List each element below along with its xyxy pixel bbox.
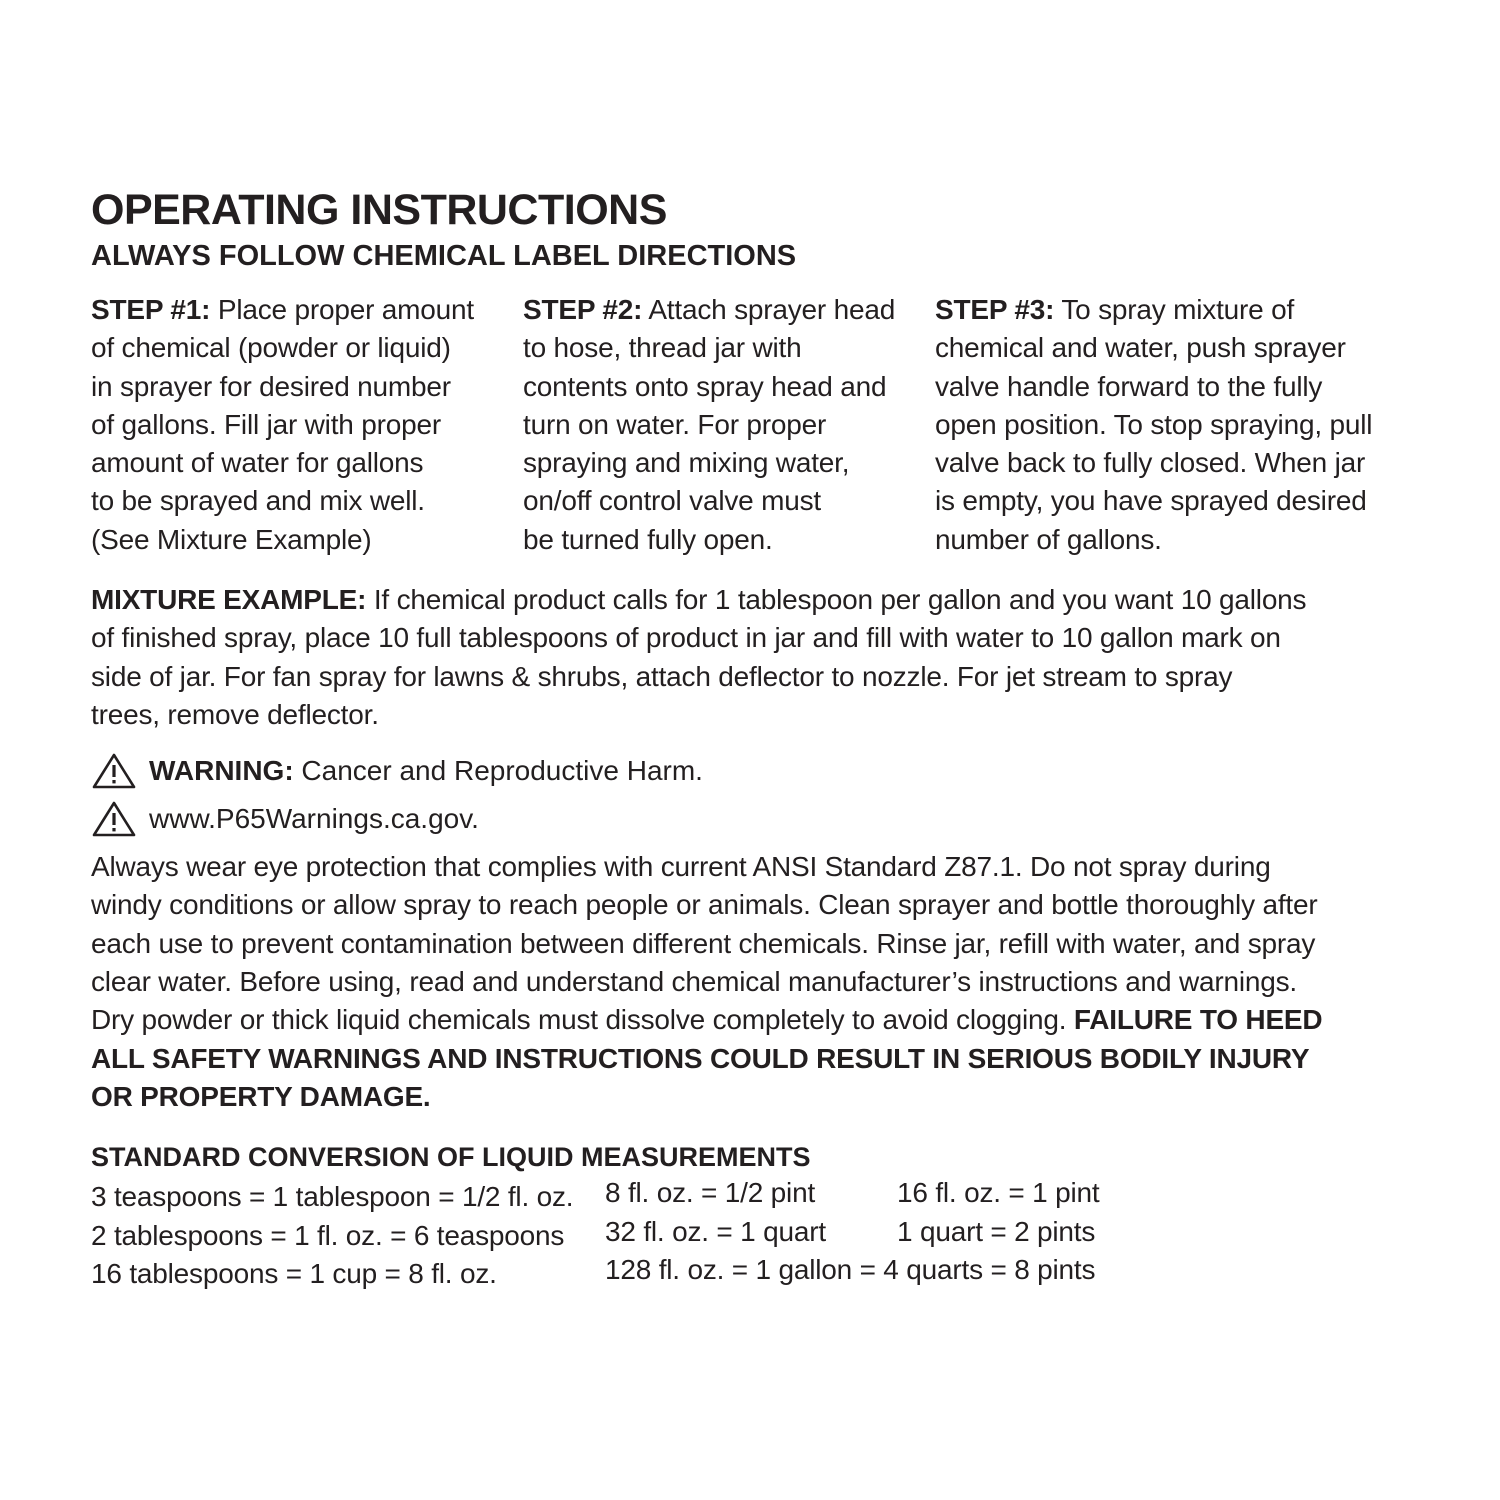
conversion-title: STANDARD CONVERSION OF LIQUID MEASUREMENTS bbox=[91, 1142, 811, 1173]
warning-triangle-icon bbox=[91, 752, 137, 790]
conversion-line: 2 tablespoons = 1 fl. oz. = 6 teaspoons bbox=[91, 1219, 565, 1251]
instructions-page bbox=[91, 186, 1411, 1294]
mixture-example bbox=[91, 581, 1411, 734]
conversion-line: 16 tablespoons = 1 cup = 8 fl. oz. bbox=[91, 1258, 497, 1290]
conversion-line: 8 fl. oz. = 1/2 pint bbox=[605, 1177, 816, 1209]
page-subtitle: ALWAYS FOLLOW CHEMICAL LABEL DIRECTIONS bbox=[91, 240, 797, 272]
conversion-line: 16 fl. oz. = 1 pint bbox=[897, 1177, 1100, 1209]
conversion-line-gallon: 128 fl. oz. = 1 gallon = 4 quarts = 8 pints bbox=[605, 1254, 1096, 1286]
safety-body: Always wear eye protection that complies with current ANSI Standard Z87.1. Do not spray during windy conditions or allow spray to reach people or animals. Clean sprayer and bottle thoroughly after each use to prevent contamination between different chemicals. Rinse jar, refill with water, and spray clear water. Before using, read and understand chemical manufacturer’s instructions and warnings. Dry powder or thick liquid chemicals must dissolve completely to avoid clogging. bbox=[91, 851, 1318, 1036]
safety-text bbox=[91, 848, 1411, 1116]
warning-label: WARNING: bbox=[149, 755, 294, 787]
step-1-label: STEP #1: bbox=[91, 294, 211, 325]
conversion-column-3 bbox=[897, 1174, 1099, 1251]
page-title: OPERATING INSTRUCTIONS bbox=[91, 186, 667, 234]
conversion-line: 1 quart = 2 pints bbox=[897, 1215, 1096, 1247]
step-3-text: To spray mixture of chemical and water, push sprayer valve handle forward to the fully open position. To stop spraying, pull valve back to fully closed. When jar is empty, you have sprayed desired number of gallons. bbox=[935, 294, 1373, 555]
conversion-column-2 bbox=[605, 1174, 826, 1251]
mixture-label: MIXTURE EXAMPLE: bbox=[91, 584, 367, 615]
warning-triangle-icon bbox=[91, 800, 137, 838]
conversion-column-1 bbox=[91, 1178, 573, 1294]
step-2 bbox=[523, 291, 923, 559]
step-2-text: Attach sprayer head to hose, thread jar with contents onto spray head and turn on water. For proper spraying and mixing water, on/off control valve must be turned fully open. bbox=[523, 294, 896, 555]
step-1-text: Place proper amount of chemical (powder or liquid) in sprayer for desired number of gallons. Fill jar with proper amount of water for gallons to be sprayed and mix well. (See Mixture Example) bbox=[91, 294, 474, 555]
step-3 bbox=[935, 291, 1405, 559]
conversion-table bbox=[91, 1174, 1411, 1294]
safety-emphasis: FAILURE TO HEED ALL SAFETY WARNINGS AND INSTRUCTIONS COULD RESULT IN SERIOUS BODILY INJURY OR PROPERTY DAMAGE. bbox=[91, 1004, 1323, 1112]
warning-row bbox=[91, 750, 1411, 792]
steps-section bbox=[91, 291, 1411, 561]
conversion-line: 3 teaspoons = 1 tablespoon = 1/2 fl. oz. bbox=[91, 1181, 574, 1213]
step-2-label: STEP #2: bbox=[523, 294, 643, 325]
step-1 bbox=[91, 291, 511, 559]
step-3-label: STEP #3: bbox=[935, 294, 1055, 325]
warning-url-row bbox=[91, 798, 1411, 840]
mixture-text: If chemical product calls for 1 tablespoon per gallon and you want 10 gallons of finished spray, place 10 full tablespoons of product in jar and fill with water to 10 gallon mark on side of jar. For fan spray for lawns & shrubs, attach deflector to nozzle. For jet stream to spray trees, remove deflector. bbox=[91, 584, 1307, 730]
conversion-line: 32 fl. oz. = 1 quart bbox=[605, 1215, 826, 1247]
warning-url: www.P65Warnings.ca.gov. bbox=[149, 803, 479, 835]
warning-text: Cancer and Reproductive Harm. bbox=[293, 755, 703, 787]
